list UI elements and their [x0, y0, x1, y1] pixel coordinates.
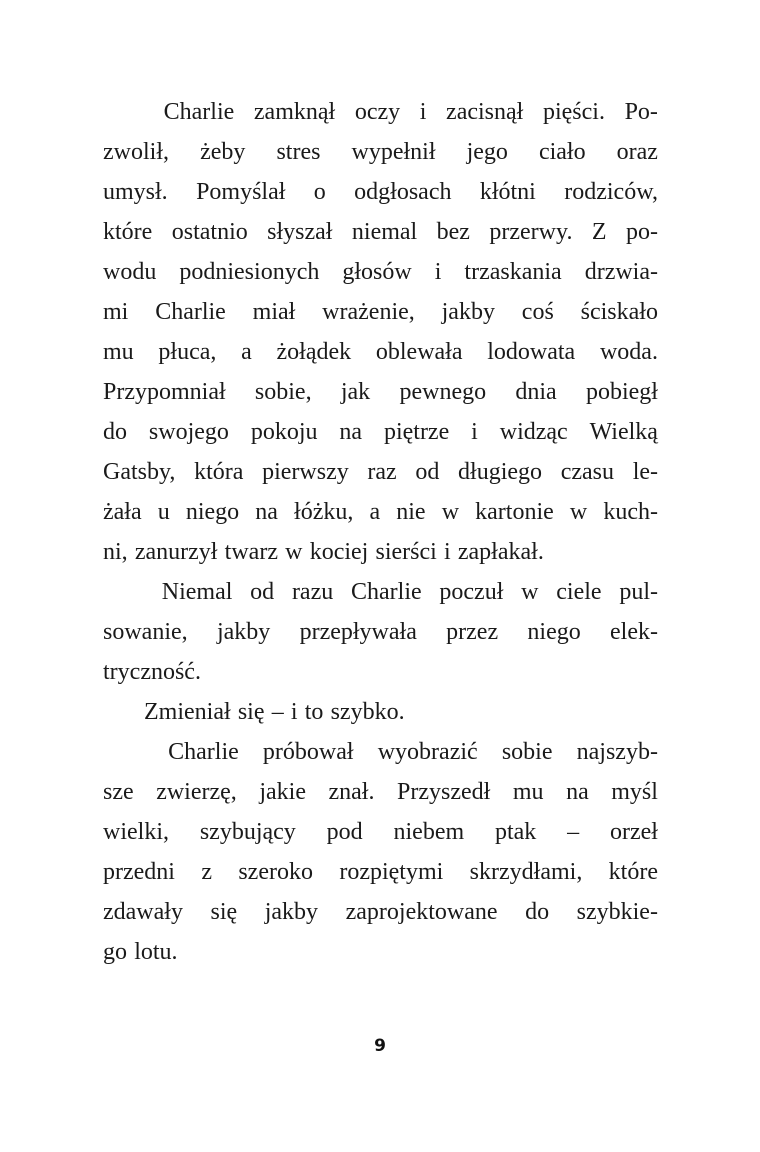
word: przepływała — [299, 619, 417, 645]
word: pul- — [619, 579, 658, 605]
word: Przyszedł — [397, 779, 491, 805]
word: szybkie- — [576, 899, 658, 925]
word: przedni — [103, 859, 175, 885]
word: oczy — [354, 99, 401, 125]
word: twarz — [224, 539, 278, 565]
word: zdawały — [103, 899, 183, 925]
word: sobie, — [254, 379, 312, 405]
word: niebem — [393, 819, 465, 845]
text-line — [103, 812, 658, 852]
word: nie — [396, 499, 426, 525]
word: jakie — [259, 779, 306, 805]
word: najszyb- — [576, 739, 658, 765]
text-line — [103, 292, 658, 332]
text-line — [103, 892, 658, 932]
text-line — [103, 92, 658, 132]
paragraph — [103, 732, 658, 972]
word: ptak — [494, 819, 537, 845]
page-number: 9 — [374, 1036, 386, 1056]
word: na — [339, 419, 363, 445]
word: ciało — [538, 139, 586, 165]
word: niego — [527, 619, 581, 645]
text-line — [103, 372, 658, 412]
word: Z — [591, 219, 607, 245]
word: na — [255, 499, 278, 525]
word: lodowata — [487, 339, 576, 365]
word: drzwia- — [584, 259, 658, 285]
word: niego — [185, 499, 240, 525]
word: pewnego — [399, 379, 487, 405]
word: piętrze — [383, 419, 450, 445]
word: Gatsby, — [103, 459, 176, 485]
text-line — [103, 172, 658, 212]
word: bez — [436, 219, 470, 245]
word: wielki, — [103, 819, 169, 845]
word: to — [304, 699, 324, 725]
word: niemal — [351, 219, 418, 245]
word: znał. — [328, 779, 375, 805]
word: zanurzył — [134, 539, 218, 565]
word: wypełnił — [351, 139, 436, 165]
word: pierwszy — [262, 459, 349, 485]
text-line — [103, 452, 658, 492]
word: i — [471, 419, 478, 445]
word: kartonie — [475, 499, 554, 525]
word: w — [569, 499, 588, 525]
word: stres — [276, 139, 321, 165]
word: orzeł — [610, 819, 658, 845]
word: Charlie — [168, 739, 239, 765]
word: żała — [103, 499, 142, 525]
word: od — [250, 579, 275, 605]
word: przerwy. — [489, 219, 573, 245]
word: i — [434, 259, 442, 285]
word: raz — [367, 459, 397, 485]
word: zwolił, — [103, 139, 169, 165]
text-line — [103, 852, 658, 892]
word: odgłosach — [354, 179, 452, 205]
word: od — [415, 459, 440, 485]
word: u — [157, 499, 170, 525]
word: ściskało — [580, 299, 658, 325]
word: Pomyślał — [196, 179, 286, 205]
word: lotu. — [134, 939, 178, 965]
word: po- — [625, 219, 658, 245]
word: do — [525, 899, 550, 925]
text-line — [103, 932, 658, 972]
text-line — [103, 252, 658, 292]
word: jak — [340, 379, 371, 405]
word: pobiegł — [585, 379, 658, 405]
word: Charlie — [155, 299, 226, 325]
word: Charlie — [351, 579, 422, 605]
word: i — [444, 539, 451, 565]
text-line — [103, 492, 658, 532]
word: ciele — [556, 579, 602, 605]
word: pokoju — [250, 419, 318, 445]
word: razu — [291, 579, 334, 605]
word: żeby — [200, 139, 246, 165]
word: sze — [103, 779, 134, 805]
word: ni, — [103, 539, 128, 565]
word: mi — [103, 299, 129, 325]
word: pod — [326, 819, 363, 845]
word: go — [103, 939, 127, 965]
word: miał — [252, 299, 296, 325]
word: zapłakał. — [457, 539, 544, 565]
word: a — [241, 339, 252, 365]
word: mu — [103, 339, 134, 365]
word: przez — [446, 619, 499, 645]
word: się — [237, 699, 265, 725]
word: – — [567, 819, 580, 845]
word: kłótni — [479, 179, 536, 205]
word: elek- — [610, 619, 658, 645]
word: Przypomniał — [103, 379, 226, 405]
page-text-body — [103, 92, 658, 972]
word: wodu — [103, 259, 157, 285]
word: do — [103, 419, 127, 445]
word: o — [313, 179, 326, 205]
word: sobie — [501, 739, 553, 765]
word: woda. — [599, 339, 658, 365]
word: wrażenie, — [322, 299, 415, 325]
text-line — [103, 612, 658, 652]
word: jakby — [216, 619, 271, 645]
word: szeroko — [238, 859, 313, 885]
text-line — [103, 732, 658, 772]
word: Charlie — [163, 99, 235, 125]
word: słyszał — [267, 219, 333, 245]
text-line — [103, 652, 658, 692]
word: żołądek — [276, 339, 352, 365]
word: jakby — [441, 299, 495, 325]
word: mu — [512, 779, 544, 805]
word: rozpiętymi — [339, 859, 444, 885]
word: która — [194, 459, 244, 485]
word: szybko. — [330, 699, 405, 725]
word: skrzydłami, — [469, 859, 583, 885]
word: które — [103, 219, 153, 245]
word: dnia — [515, 379, 557, 405]
text-line — [103, 692, 658, 732]
word: i — [419, 99, 427, 125]
word: poczuł — [439, 579, 504, 605]
word: szybujący — [199, 819, 296, 845]
word: w — [441, 499, 460, 525]
word: oblewała — [375, 339, 463, 365]
word: – — [271, 699, 284, 725]
word: Po- — [624, 99, 658, 125]
word: le- — [632, 459, 658, 485]
word: długiego — [458, 459, 543, 485]
word: podniesionych — [179, 259, 320, 285]
word: kociej — [309, 539, 369, 565]
word: próbował — [262, 739, 354, 765]
word: płuca, — [158, 339, 217, 365]
word: a — [369, 499, 381, 525]
word: coś — [521, 299, 554, 325]
word: sowanie, — [103, 619, 188, 645]
word: widząc — [499, 419, 568, 445]
text-line — [103, 572, 658, 612]
word: trzaskania — [464, 259, 562, 285]
word: czasu — [560, 459, 615, 485]
word: łóżku, — [294, 499, 354, 525]
word: oraz — [616, 139, 658, 165]
word: które — [608, 859, 658, 885]
word: swojego — [148, 419, 229, 445]
word: wyobrazić — [377, 739, 478, 765]
word: głosów — [342, 259, 412, 285]
word: zacisnął — [446, 99, 524, 125]
word: Niemal — [161, 579, 233, 605]
text-line — [103, 772, 658, 812]
word: się — [210, 899, 238, 925]
paragraph — [103, 692, 658, 732]
word: zamknął — [253, 99, 336, 125]
word: na — [566, 779, 589, 805]
word: tryczność. — [103, 659, 201, 685]
word: Zmieniał — [144, 699, 231, 725]
word: w — [285, 539, 303, 565]
word: Wielką — [589, 419, 658, 445]
paragraph — [103, 92, 658, 572]
word: i — [290, 699, 298, 725]
word: pięści. — [542, 99, 605, 125]
word: zaprojektowane — [345, 899, 498, 925]
word: zwierzę, — [156, 779, 237, 805]
word: z — [201, 859, 212, 885]
word: rodziców, — [564, 179, 658, 205]
word: ostatnio — [171, 219, 248, 245]
word: kuch- — [603, 499, 658, 525]
word: umysł. — [103, 179, 168, 205]
word: sierści — [375, 539, 437, 565]
text-line — [103, 212, 658, 252]
word: myśl — [611, 779, 658, 805]
word: jego — [466, 139, 508, 165]
text-line — [103, 332, 658, 372]
word: jakby — [264, 899, 319, 925]
text-line — [103, 532, 658, 572]
paragraph — [103, 572, 658, 692]
word: w — [521, 579, 539, 605]
text-line — [103, 132, 658, 172]
text-line — [103, 412, 658, 452]
